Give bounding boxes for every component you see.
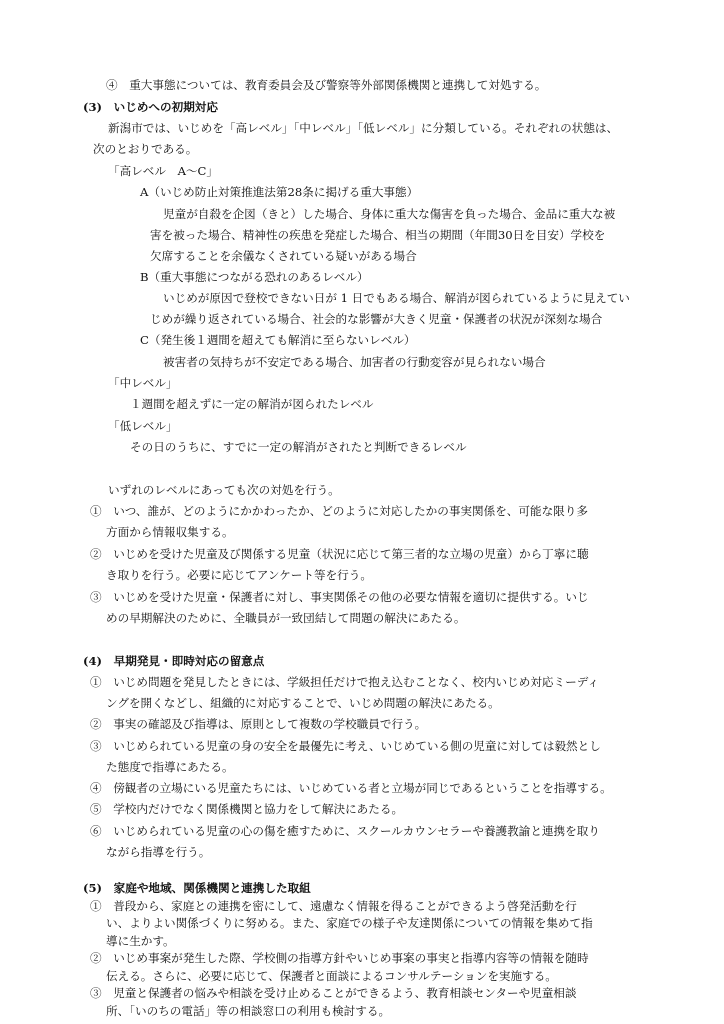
list-item: ⑥ いじめられている児童の心の傷を癒すために、スクールカウンセラーや養護教諭と連携を取り (90, 824, 600, 838)
text-line: 新潟市では、いじめを「高レベル」「中レベル」「低レベル」に分類している。それぞれの状態は、 (108, 121, 619, 135)
list-item: ② いじめ事案が発生した際、学校側の指導方針やいじめ事案の事実と指導内容等の情報を随時 (90, 951, 589, 965)
text-line: いずれのレベルにあっても次の対処を行う。 (108, 483, 340, 497)
section-heading: (5) 家庭や地域、関係機関と連携した取組 (83, 881, 311, 895)
text-line: いじめが原因で登校できない日が 1 日でもある場合、解消が図られているように見えてい (163, 291, 630, 305)
text-line: A（いじめ防止対策推進法第28条に掲げる重大事態） (140, 185, 419, 199)
text-line: ながら指導を行う。 (106, 845, 211, 859)
text-line: い、よりよい関係づくりに努める。また、家庭での様子や友達関係についての情報を集めて指 (106, 916, 593, 930)
text-line: 欠席することを余儀なくされている疑いがある場合 (150, 249, 417, 263)
text-line: き取りを行う。必要に応じてアンケート等を行う。 (106, 568, 372, 582)
list-item: ① いつ、誰が、どのようにかかわったか、どのように対応したかの事実関係を、可能な限り多 (90, 504, 588, 518)
text-line: 伝える。さらに、必要に応じて、保護者と面談によるコンサルテーションを実施する。 (106, 968, 557, 983)
text-line: 導に生かす。 (106, 933, 175, 948)
text-line: 「低レベル」 (108, 419, 178, 433)
text-line: その日のうちに、すでに一定の解消がされたと判断できるレベル (130, 440, 467, 454)
list-item: ⑤ 学校内だけでなく関係機関と協力をして解決にあたる。 (90, 802, 404, 816)
text-line: 被害者の気持ちが不安定である場合、加害者の行動変容が見られない場合 (163, 355, 546, 369)
text-line: ングを開くなどし、組織的に対応することで、いじめ問題の解決にあたる。 (106, 696, 500, 710)
text-line: 害を被った場合、精神性の疾患を発症した場合、相当の期間（年間30日を目安）学校を (150, 228, 606, 242)
text-line: た態度で指導にあたる。 (106, 760, 234, 774)
text-line: C（発生後１週間を超えても解消に至らないレベル） (140, 333, 416, 347)
text-line: ④ 重大事態については、教育委員会及び警察等外部関係機関と連携して対処する。 (106, 78, 547, 92)
section-heading: (4) 早期発見・即時対応の留意点 (83, 654, 265, 668)
list-item: ② 事実の確認及び指導は、原則として複数の学校職員で行う。 (90, 717, 427, 731)
text-line: 「高レベル A～C」 (108, 164, 218, 178)
list-item: ③ いじめられている児童の身の安全を最優先に考え、いじめている側の児童に対しては毅然とし (90, 739, 601, 753)
list-item: ① 普段から、家庭との連携を密にして、遠慮なく情報を得ることができるよう啓発活動を行 (90, 898, 577, 913)
text-line: 所、「いのちの電話」等の相談窓口の利用も検討する。 (106, 1003, 391, 1018)
text-line: めの早期解決のために、全職員が一致団結して問題の解決にあたる。 (106, 611, 466, 625)
list-item: ③ 児童と保護者の悩みや相談を受け止めることができるよう、教育相談センターや児童相談 (90, 986, 577, 1000)
text-line: じめが繰り返されている場合、社会的な影響が大きく児童・保護者の状況が深刻な場合 (150, 312, 603, 326)
list-item: ① いじめ問題を発見したときには、学級担任だけで抱え込むことなく、校内いじめ対応ミーディ (90, 675, 599, 689)
text-line: 「中レベル」 (108, 376, 178, 390)
list-item: ② いじめを受けた児童及び関係する児童（状況に応じて第三者的な立場の児童）から丁寧に聴 (90, 547, 589, 561)
text-line: １週間を超えずに一定の解消が図られたレベル (130, 397, 374, 411)
list-item: ③ いじめを受けた児童・保護者に対し、事実関係その他の必要な情報を適切に提供する。いじ (90, 590, 589, 604)
text-line: 児童が自殺を企図（きと）した場合、身体に重大な傷害を負った場合、金品に重大な被 (163, 207, 616, 221)
text-line: 方面から情報収集する。 (106, 525, 234, 539)
text-line: B（重大事態につながる恐れのあるレベル） (140, 270, 369, 284)
section-heading: (3) いじめへの初期対応 (83, 100, 218, 114)
list-item: ④ 傍観者の立場にいる児童たちには、いじめている者と立場が同じであるということを指導する。 (90, 781, 612, 795)
text-line: 次のとおりである。 (93, 142, 198, 156)
